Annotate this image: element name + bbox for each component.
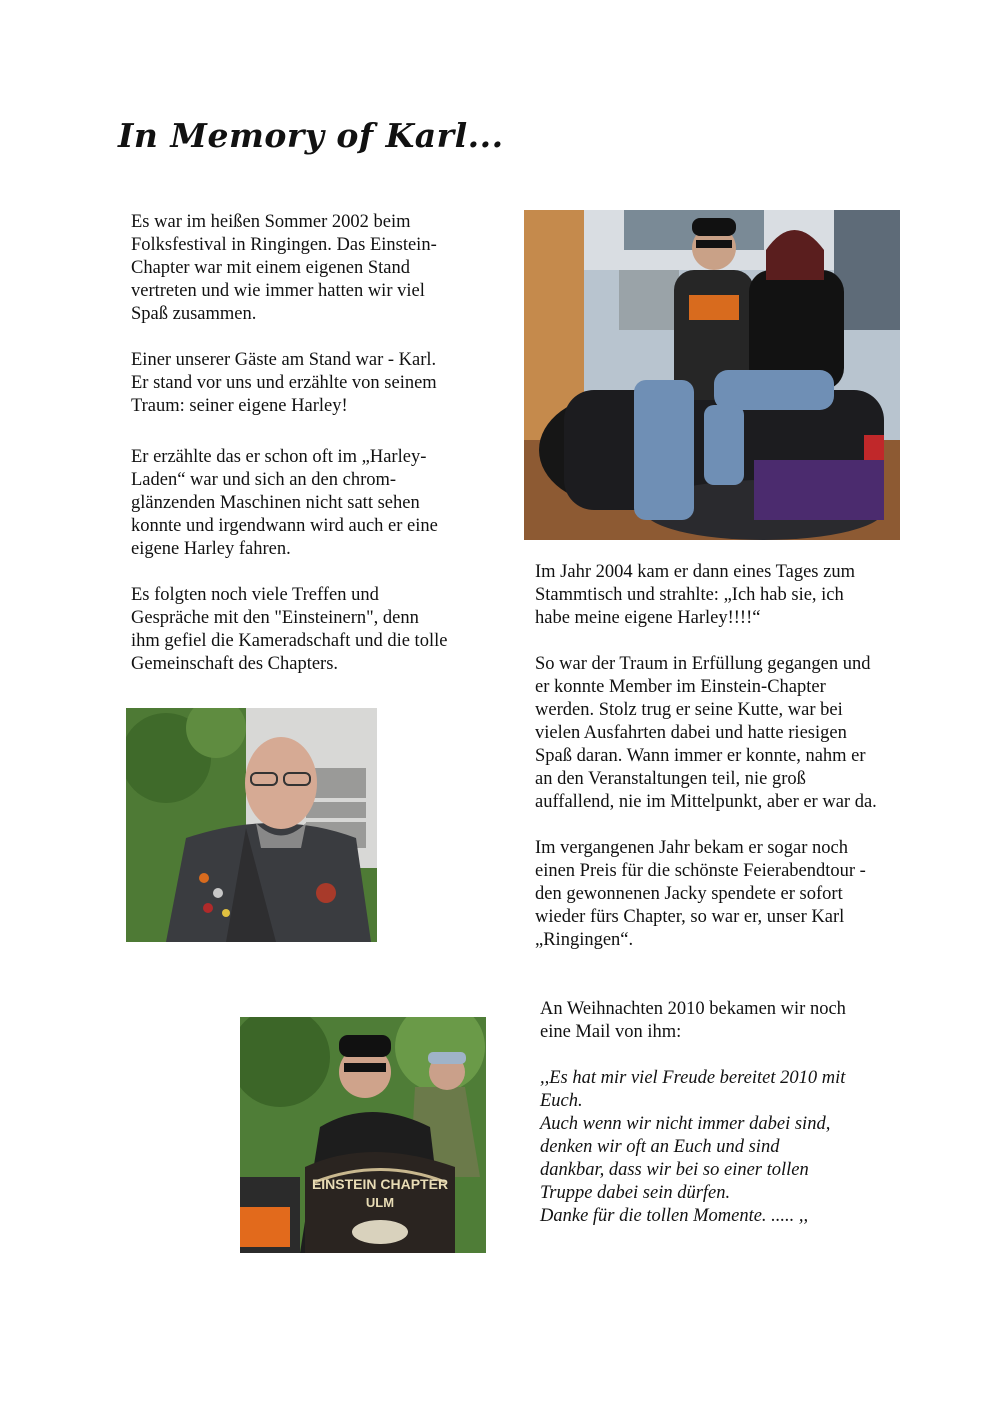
- photo-vest-illustration: [240, 1017, 486, 1253]
- paragraph-guest-karl: Einer unserer Gäste am Stand war - Karl. Er stand vor uns und erzählte von seinem Traum: seiner eigene Harley!: [131, 350, 437, 416]
- vest-patch-text-top: EINSTEIN CHAPTER: [311, 1176, 449, 1192]
- photo-karl-portrait: [126, 708, 377, 942]
- vest-patch-text-bottom: ULM: [365, 1195, 395, 1210]
- paragraph-harley-shop: Er erzählte das er schon oft im „Harley- Laden“ war und sich an den chrom- glänzenden Maschinen nicht satt sehen konnte und irgendwann wird auch er eine eigene Harley fahren.: [131, 447, 438, 559]
- paragraph-prize: Im vergangenen Jahr bekam er sogar noch einen Preis für die schönste Feierabendtour - den gewonnenen Jacky spendete er sofort wieder fürs Chapter, so war er, unser Karl „Ringingen“.: [535, 838, 866, 950]
- paragraph-christmas-2010: An Weihnachten 2010 bekamen wir noch eine Mail von ihm:: [540, 999, 846, 1042]
- paragraph-summer-2002: Es war im heißen Sommer 2002 beim Folksfestival in Ringingen. Das Einstein- Chapter war mit einem eigenen Stand vertreten und wie immer hatten wir viel Spaß zusammen.: [131, 212, 437, 324]
- paragraph-year-2004: Im Jahr 2004 kam er dann eines Tages zum Stammtisch und strahlte: „Ich hab sie, ich habe meine eigene Harley!!!!“: [535, 562, 855, 628]
- page-title: In Memory of Karl...: [118, 116, 504, 155]
- paragraph-meetings: Es folgten noch viele Treffen und Gespräche mit den "Einsteinern", denn ihm gefiel die Kameradschaft und die tolle Gemeinschaft des Chapters.: [131, 585, 448, 674]
- paragraph-dream-fulfilled: So war der Traum in Erfüllung gegangen und er konnte Member im Einstein-Chapter werden. Stolz trug er seine Kutte, war bei vielen Ausfahrten dabei und hatte riesigen Spaß daran. Wann immer er konnte, nahm er an den Veranstaltungen teil, nie groß auffallend, nie im Mittelpunkt, aber er war da.: [535, 654, 877, 812]
- photo-chapter-vest: [240, 1017, 486, 1253]
- photo-portrait-illustration: [126, 708, 377, 942]
- photo-couple-on-motorcycle: [524, 210, 900, 540]
- photo-couple-illustration: [524, 210, 900, 540]
- paragraph-mail-quote: ,,Es hat mir viel Freude bereitet 2010 mit Euch. Auch wenn wir nicht immer dabei sind, denken wir oft an Euch und sind dankbar, dass wir bei so einer tollen Truppe dabei sein dürfen. Danke für die tollen Momente. ..... ,,: [540, 1068, 846, 1226]
